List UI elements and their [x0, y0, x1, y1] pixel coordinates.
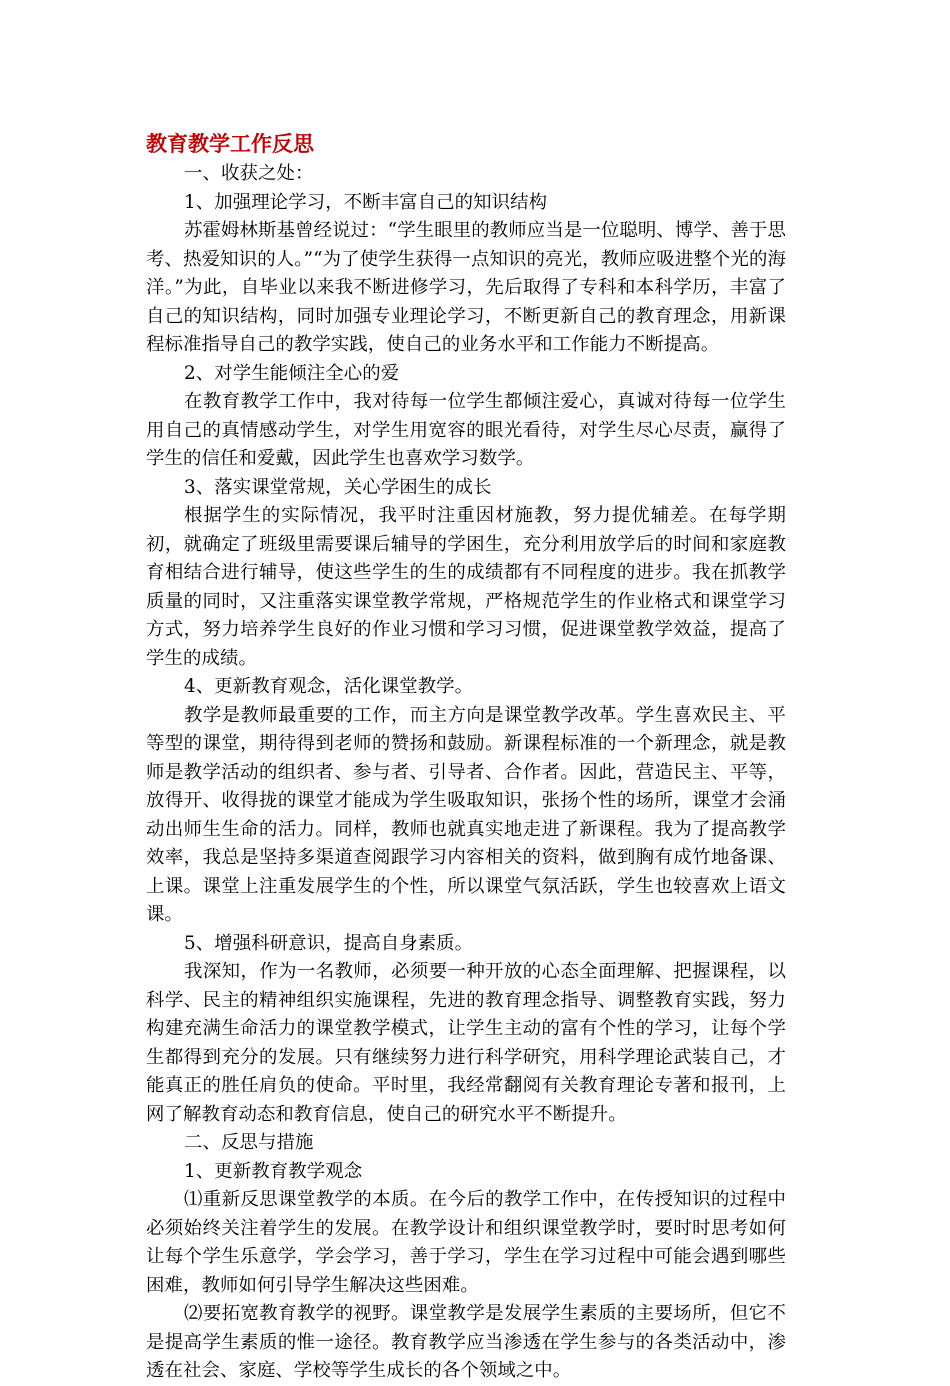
subheading-research: 5、增强科研意识，提高自身素质。 — [184, 932, 474, 954]
paragraph-reflect-essence: ⑴重新反思课堂教学的本质。在今后的教学工作中，在传授知识的过程中必须始终关注着学生的发展。在教学设计和组织课堂教学时，要时时思考如何让每个学生乐意学，学会学习，善于学习，学生在学习过程中可能会遇到哪些困难，教师如何引导学生解决这些困难。 — [146, 1189, 786, 1296]
paragraph-classroom-routine: 根据学生的实际情况，我平时注重因材施教，努力提优辅差。在每学期初，就确定了班级里需要课后辅导的学困生，充分利用放学后的时间和家庭教育相结合进行辅导，使这些学生的生的成绩都有不同程度的进步。我在抓教学质量的同时，又注重落实课堂教学常规，严格规范学生的作业格式和课堂学习方式，努力培养学生良好的作业习惯和学习习惯，促进课堂教学效益，提高了学生的成绩。 — [146, 505, 786, 669]
paragraph-broaden-vision: ⑵要拓宽教育教学的视野。课堂教学是发展学生素质的主要场所，但它不是提高学生素质的惟一途径。教育教学应当渗透在学生参与的各类活动中，渗透在社会、家庭、学校等学生成长的各个领域之中。 — [146, 1303, 786, 1381]
subheading-theory-study: 1、加强理论学习，不断丰富自己的知识结构 — [184, 191, 548, 213]
subheading-classroom-routine: 3、落实课堂常规，关心学困生的成长 — [184, 476, 492, 498]
paragraph-theory-study: 苏霍姆林斯基曾经说过：“学生眼里的教师应当是一位聪明、博学、善于思考、热爱知识的人。”“为了使学生获得一点知识的亮光，教师应吸进整个光的海洋。”为此，自毕业以来我不断进修学习，先后取得了专科和本科学历，丰富了自己的知识结构，同时加强专业理论学习，不断更新自己的教育理念，用新课程标准指导自己的教学实践，使自己的业务水平和工作能力不断提高。 — [146, 220, 786, 355]
subheading-update-concepts: 4、更新教育观念，活化课堂教学。 — [184, 676, 474, 697]
paragraph-update-concepts: 教学是教师最重要的工作，而主方向是课堂教学改革。学生喜欢民主、平等型的课堂，期待得到老师的赞扬和鼓励。新课程标准的一个新理念，就是教师是教学活动的组织者、参与者、引导者、合作者。因此，营造民主、平等，放得开、收得拢的课堂才能成为学生吸取知识，张扬个性的场所，课堂才会涌动出师生生命的活力。同样，教师也就真实地走进了新课程。我为了提高教学效率，我总是坚持多渠道查阅跟学习内容相关的资料，做到胸有成竹地备课、上课。课堂上注重发展学生的个性，所以课堂气氛活跃，学生也较喜欢上语文课。 — [146, 704, 786, 925]
subheading-teaching-concepts: 1、更新教育教学观念 — [184, 1160, 363, 1182]
section-heading-reflection: 二、反思与措施 — [184, 1132, 314, 1153]
document-title: 教育教学工作反思 — [146, 132, 314, 156]
document-body — [146, 160, 786, 1386]
document-page — [146, 128, 786, 1386]
paragraph-love-students: 在教育教学工作中，我对待每一位学生都倾注爱心，真诚对待每一位学生用自己的真情感动学生，对学生用宽容的眼光看待，对学生尽心尽责，赢得了学生的信任和爱戴，因此学生也喜欢学习数学。 — [146, 391, 786, 469]
section-heading-gains: 一、收获之处： — [184, 163, 314, 184]
paragraph-research: 我深知，作为一名教师，必须要一种开放的心态全面理解、把握课程，以科学、民主的精神组织实施课程，先进的教育理念指导、调整教育实践，努力构建充满生命活力的课堂教学模式，让学生主动的富有个性的学习，让每个学生都得到充分的发展。只有继续努力进行科学研究，用科学理论武装自己，才能真正的胜任肩负的使命。平时里，我经常翻阅有关教育理论专著和报刊，上网了解教育动态和教育信息，使自己的研究水平不断提升。 — [146, 961, 786, 1125]
subheading-love-students: 2、对学生能倾注全心的爱 — [184, 362, 400, 384]
